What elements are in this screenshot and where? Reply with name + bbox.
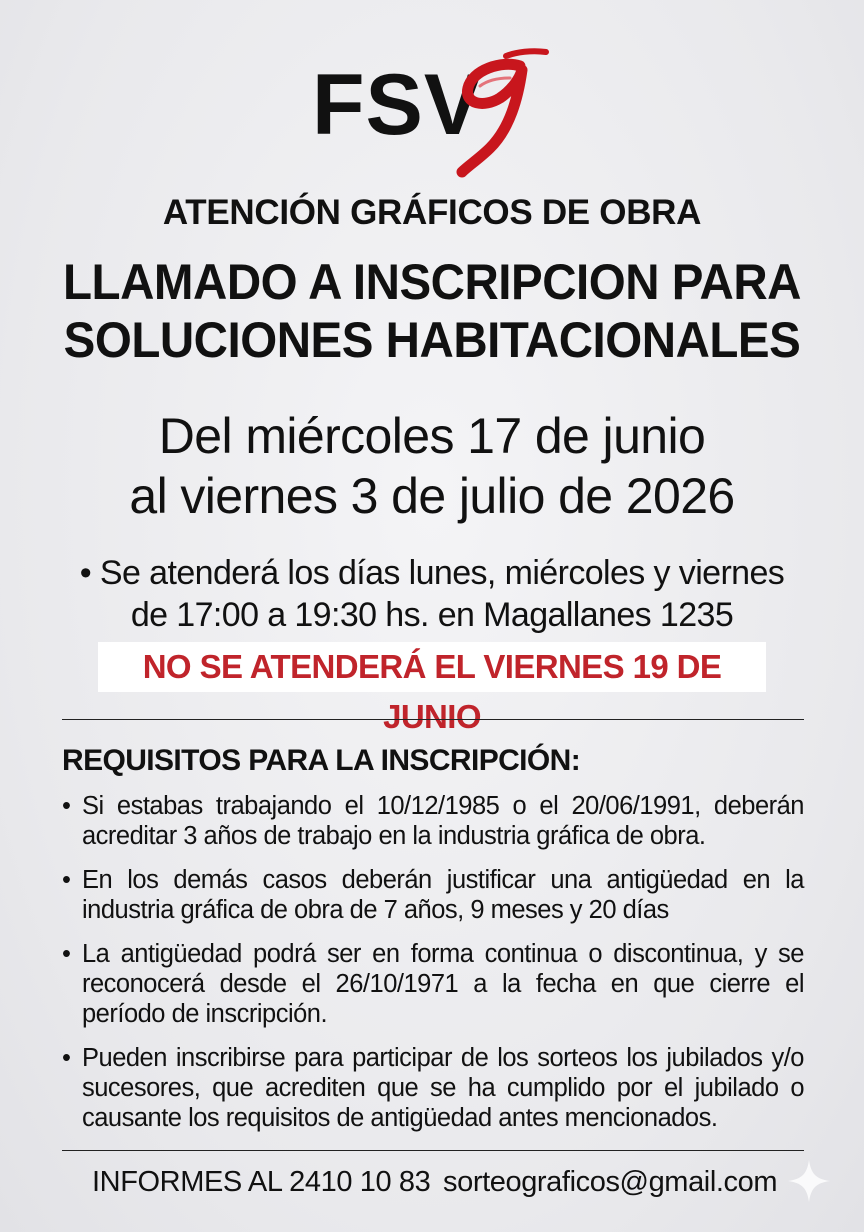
schedule [0, 552, 864, 636]
fsvg-logo [0, 48, 864, 178]
headline [22, 253, 843, 369]
date-range-line-2: al viernes 3 de julio de 2026 [129, 468, 735, 524]
requirements-list [62, 791, 804, 1147]
schedule-line-2: de 17:00 a 19:30 hs. en Magallanes 1235 [130, 596, 734, 634]
closure-notice: NO SE ATENDERÁ EL VIERNES 19 DE JUNIO [98, 642, 766, 692]
requirement-item: • Pueden inscribirse para participar de los sorteos los jubilados y/o sucesores, que acrediten que se ha cumplido por el jubilado o causante los requisitos de antigüedad antes mencionados. [62, 1043, 804, 1133]
date-range-line-1: Del miércoles 17 de junio [158, 408, 706, 464]
headline-line-1: LLAMADO A INSCRIPCION PARA [63, 254, 801, 310]
requirement-item: • Si estabas trabajando el 10/12/1985 o el 20/06/1991, deberán acreditar 3 años de trabajo en la industria gráfica de obra. [62, 791, 804, 851]
contact-email[interactable]: sorteograficos@gmail.com [443, 1166, 778, 1198]
requirement-item: • En los demás casos deberán justificar una antigüedad en la industria gráfica de obra de 7 años, 9 meses y 20 días [62, 865, 804, 925]
sparkle-icon [786, 1158, 832, 1204]
logo-text: FSV [312, 57, 483, 153]
requirements-title: REQUISITOS PARA LA INSCRIPCIÓN: [62, 744, 581, 777]
divider-bottom [62, 1150, 804, 1151]
schedule-line-1: • Se atenderá los días lunes, miércoles y viernes [79, 554, 785, 592]
logo-red-g-mark [450, 48, 560, 178]
subtitle: ATENCIÓN GRÁFICOS DE OBRA [162, 193, 702, 232]
divider-top [62, 719, 804, 720]
requirement-item: • La antigüedad podrá ser en forma continua o discontinua, y se reconocerá desde el 26/10/1971 a la fecha en que cierre el período de inscripción. [62, 939, 804, 1029]
contact-phone: INFORMES AL 2410 10 83 [92, 1166, 431, 1198]
date-range [0, 406, 864, 526]
headline-line-2: SOLUCIONES HABITACIONALES [63, 312, 801, 368]
